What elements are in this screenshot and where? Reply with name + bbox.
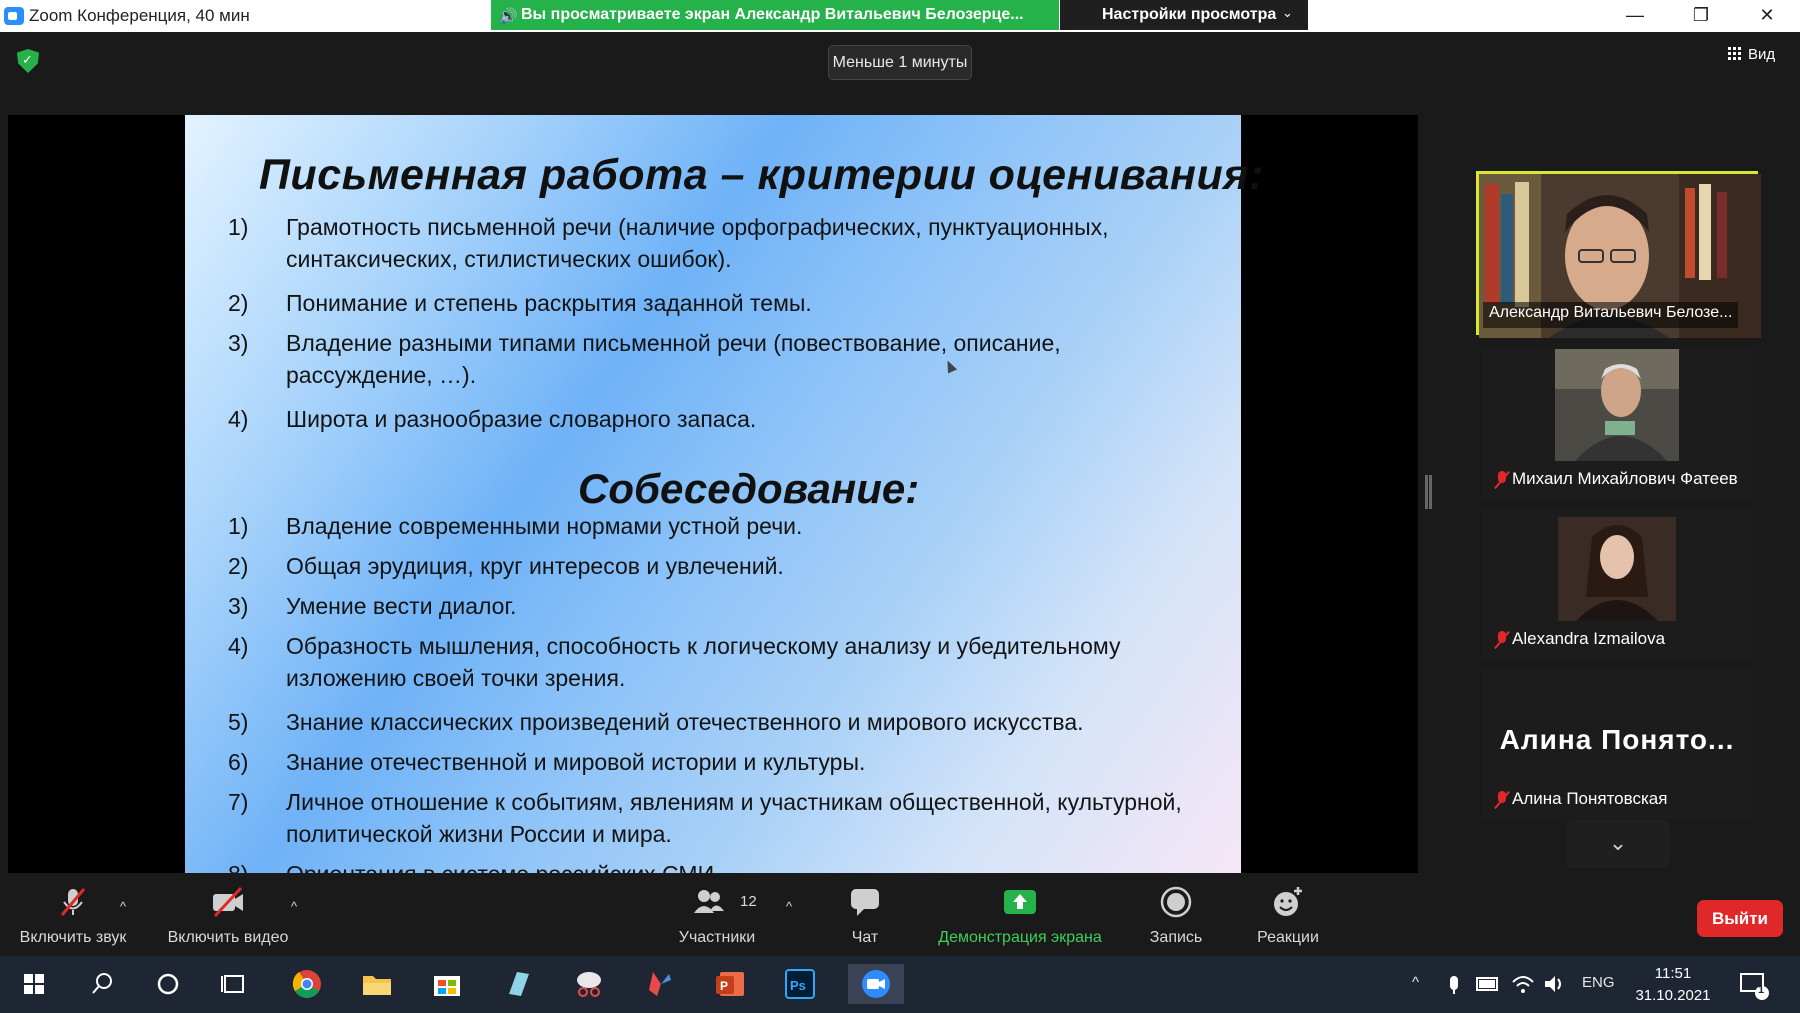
mic-muted-icon xyxy=(1496,631,1508,649)
clock-date: 31.10.2021 xyxy=(1635,987,1711,1004)
item-number: 7) xyxy=(228,789,249,815)
participants-count: 12 xyxy=(740,893,757,910)
video-off-icon xyxy=(211,885,245,919)
participant-video xyxy=(1555,349,1679,461)
chevron-down-icon: ⌄ xyxy=(1608,830,1628,855)
reactions-button[interactable] xyxy=(1248,873,1328,956)
restore-button[interactable]: ❐ xyxy=(1692,5,1710,25)
chrome-icon[interactable] xyxy=(285,964,329,1004)
slide-title: Письменная работа – критерии оценивания: xyxy=(259,151,1264,199)
windows-start-icon[interactable] xyxy=(12,964,56,1004)
mic-muted-icon xyxy=(1496,791,1508,809)
item-text: Знание отечественной и мировой истории и культуры. xyxy=(286,749,866,775)
share-screen-label: Демонстрация экрана xyxy=(938,929,1102,946)
show-hidden-icons-chevron-icon[interactable]: ^ xyxy=(1412,974,1420,991)
view-options-button[interactable] xyxy=(1060,0,1308,30)
chat-button[interactable] xyxy=(830,873,900,956)
participants-options-caret[interactable]: ^ xyxy=(786,899,793,914)
item-number: 6) xyxy=(228,749,249,775)
scroll-participants-down-button[interactable] xyxy=(1566,820,1670,868)
meeting-toolbar xyxy=(0,873,1800,956)
item-text: Умение вести диалог. xyxy=(286,593,517,619)
participant-avatar-name: Алина Понято... xyxy=(1499,724,1735,755)
item-number: 4) xyxy=(228,406,249,432)
start-video-button[interactable] xyxy=(160,873,296,956)
window-title: Zoom Конференция, 40 мин xyxy=(29,6,250,25)
item-number: 3) xyxy=(228,330,249,356)
item-number: 1) xyxy=(228,513,249,539)
mic-muted-icon xyxy=(1496,471,1508,489)
minimize-button[interactable]: — xyxy=(1626,5,1644,25)
participants-icon xyxy=(692,885,726,919)
view-toggle-label: Вид xyxy=(1748,46,1776,63)
item-text: Грамотность письменной речи (наличие орфографических, пунктуационных, синтаксических, стилистических ошибок). xyxy=(286,214,1109,272)
system-clock[interactable] xyxy=(1628,963,1718,1007)
checkmark-icon: ✓ xyxy=(22,52,33,67)
participant-tile-active-speaker[interactable] xyxy=(1476,171,1758,335)
unmute-button[interactable] xyxy=(10,873,136,956)
item-number: 3) xyxy=(228,593,249,619)
wifi-icon[interactable] xyxy=(1510,964,1536,1004)
audio-options-caret[interactable]: ^ xyxy=(120,899,127,914)
speaker-icon: 🔊 xyxy=(499,8,518,25)
snipping-tool-icon[interactable] xyxy=(567,964,611,1004)
participant-name: Михаил Михайлович Фатеев xyxy=(1512,469,1738,488)
slide-subtitle: Собеседование: xyxy=(578,465,920,512)
svg-text:P: P xyxy=(720,979,729,993)
participant-name: Александр Витальевич Белозе... xyxy=(1483,302,1738,328)
reactions-label: Реакции xyxy=(1257,929,1319,946)
item-text: Личное отношение к событиям, явлениям и участникам общественной, культурной, политической жизни России и мира. xyxy=(286,789,1182,847)
close-button[interactable]: ✕ xyxy=(1759,5,1775,25)
screen-share-banner xyxy=(491,0,1059,30)
participant-nametag xyxy=(1482,469,1738,495)
file-explorer-icon[interactable] xyxy=(355,964,399,1004)
paint-app-icon[interactable] xyxy=(637,964,681,1004)
start-video-label: Включить видео xyxy=(167,929,289,946)
item-number: 4) xyxy=(228,633,249,659)
chat-label: Чат xyxy=(851,929,879,946)
window-titlebar xyxy=(0,0,1800,32)
item-number: 2) xyxy=(228,290,249,316)
video-options-caret[interactable]: ^ xyxy=(291,899,298,914)
item-text: Владение разными типами письменной речи (повествование, описание, рассуждение, …). xyxy=(286,330,1061,388)
task-view-icon[interactable] xyxy=(212,964,256,1004)
record-button[interactable] xyxy=(1140,873,1212,956)
participants-button[interactable] xyxy=(665,873,769,956)
item-text: Владение современными нормами устной речи. xyxy=(286,513,803,539)
battery-icon[interactable] xyxy=(1475,964,1501,1004)
item-number: 2) xyxy=(228,553,249,579)
item-text: Знание классических произведений отечественного и мирового искусства. xyxy=(286,709,1084,735)
item-text: Понимание и степень раскрытия заданной темы. xyxy=(286,290,812,316)
item-number: 5) xyxy=(228,709,249,735)
view-options-label: Настройки просмотра xyxy=(1102,6,1277,23)
notifications-icon[interactable] xyxy=(1733,964,1773,1004)
unmute-label: Включить звук xyxy=(19,929,127,946)
grid-icon xyxy=(1728,46,1742,60)
cortana-icon[interactable] xyxy=(146,964,190,1004)
notifications-count: 1 xyxy=(1758,984,1765,996)
item-number: 1) xyxy=(228,214,249,240)
participants-label: Участники xyxy=(678,929,756,946)
zoom-app-icon xyxy=(4,7,24,25)
meeting-timer: Меньше 1 минуты xyxy=(828,45,972,80)
share-screen-icon xyxy=(1003,885,1037,919)
search-icon[interactable] xyxy=(80,964,124,1004)
leave-meeting-button[interactable]: Выйти xyxy=(1697,900,1783,937)
notes-app-icon[interactable] xyxy=(497,964,541,1004)
share-banner-text: Вы просматриваете экран Александр Витальевич Белозерце... xyxy=(521,6,1024,23)
item-text: Образность мышления, способность к логическому анализу и убедительному изложению своей точки зрения. xyxy=(286,633,1121,691)
volume-icon[interactable] xyxy=(1542,964,1568,1004)
participant-tile[interactable] xyxy=(1482,509,1752,659)
mic-muted-icon xyxy=(56,885,90,919)
reactions-icon xyxy=(1271,885,1305,919)
participant-tile[interactable] xyxy=(1482,349,1752,499)
participant-video xyxy=(1558,517,1676,621)
microphone-tray-icon[interactable] xyxy=(1442,964,1466,1004)
microsoft-store-icon[interactable] xyxy=(425,964,469,1004)
participant-name: Alexandra Izmailova xyxy=(1512,629,1666,648)
clock-time: 11:51 xyxy=(1654,965,1692,982)
input-language[interactable]: ENG xyxy=(1582,974,1615,991)
participant-name: Алина Понятовская xyxy=(1512,789,1668,808)
participant-tile[interactable] xyxy=(1482,669,1752,819)
record-label: Запись xyxy=(1149,929,1203,946)
photoshop-icon[interactable] xyxy=(778,964,822,1004)
presentation-slide xyxy=(185,115,1264,873)
record-icon xyxy=(1159,885,1193,919)
windows-taskbar xyxy=(0,956,1800,1013)
participant-nametag xyxy=(1482,789,1667,815)
powerpoint-icon[interactable] xyxy=(708,964,752,1004)
chevron-down-icon: ⌄ xyxy=(1282,5,1293,20)
panel-resize-handle[interactable] xyxy=(1425,475,1428,509)
zoom-taskbar-icon[interactable] xyxy=(848,964,904,1004)
item-text: Общая эрудиция, круг интересов и увлечений. xyxy=(286,553,784,579)
view-toggle-button[interactable] xyxy=(1728,46,1775,63)
participant-nametag xyxy=(1482,629,1665,655)
chat-icon xyxy=(848,885,882,919)
share-screen-button[interactable] xyxy=(930,873,1110,956)
item-text: Широта и разнообразие словарного запаса. xyxy=(286,406,757,432)
svg-text:Ps: Ps xyxy=(790,978,806,993)
